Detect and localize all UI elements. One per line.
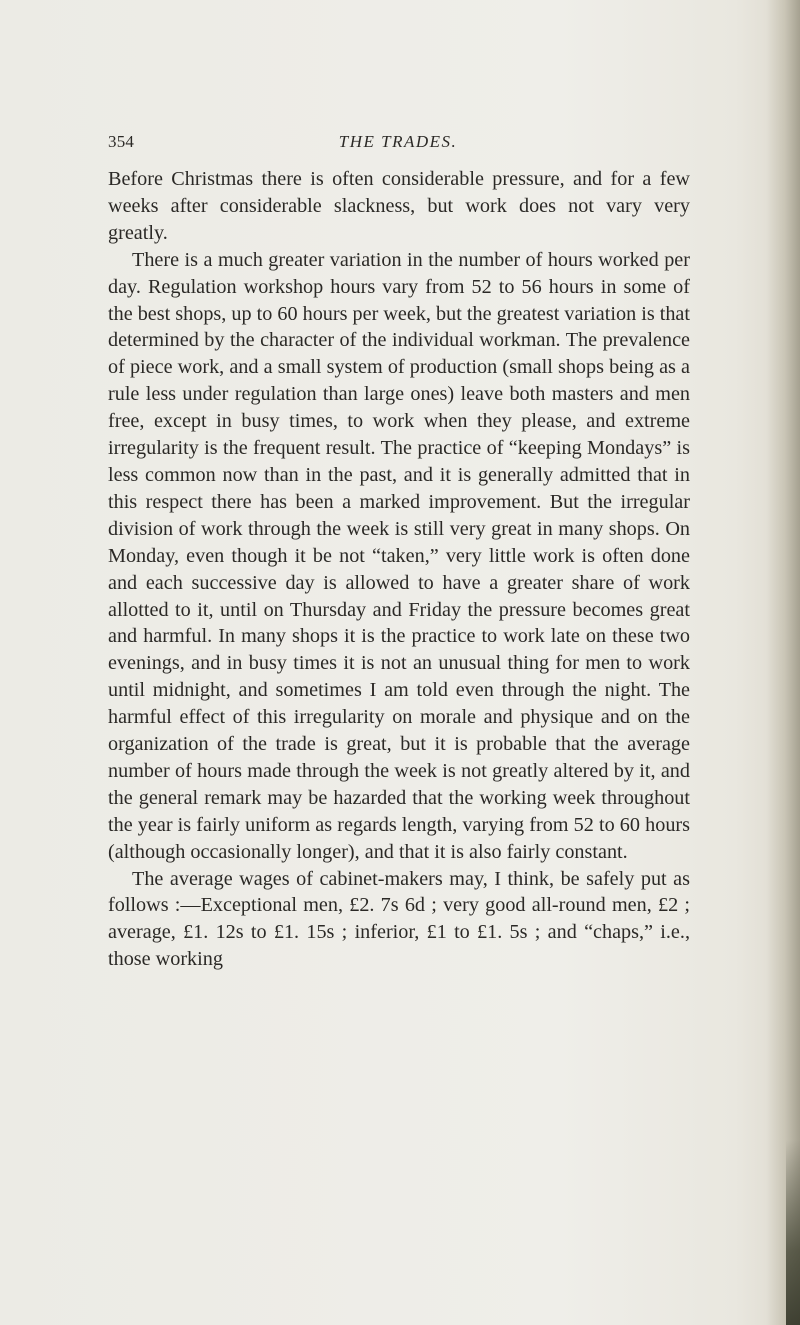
page-edge-dark [786, 1140, 800, 1325]
page-edge-shadow [766, 0, 800, 1325]
running-header [108, 132, 688, 158]
paragraph-1: Before Christmas there is often considerable pressure, and for a few weeks after considerable slackness, but work does not vary very greatly. [108, 168, 690, 244]
paragraph-3: The average wages of cabinet-makers may, I think, be safely put as follows :—Exceptional men, £2. 7s 6d ; very good all-round men, £2 ; average, £1. 12s to £1. 15s ; inferior, £1 to £1. 5s ; and “chaps,” i.e., those working [108, 867, 690, 971]
running-title: THE TRADES. [338, 132, 458, 151]
page-number: 354 [108, 132, 135, 151]
paragraph-2: There is a much greater variation in the number of hours worked per day. Regulation workshop hours vary from 52 to 56 hours in some of the best shops, up to 60 hours per week, but the greatest variation is that determined by the character of the individual workman. The prevalence of piece work, and a small system of production (small shops being as a rule less under regulation than large ones) leave both masters and men free, except in busy times, to work when they please, and extreme irregularity is the frequent result. The practice of “keeping Mondays” is less common now than in the past, and it is generally admitted that in this respect there has been a marked improvement. But the irregular division of work through the week is still very great in many shops. On Monday, even though it be not “taken,” very little work is often done and each successive day is allowed to have a greater share of work allotted to it, until on Thursday and Friday the pressure becomes great and harmful. In many shops it is the practice to work late on these two evenings, and in busy times it is not an unusual thing for men to work until midnight, and sometimes I am told even through the night. The harmful effect of this irregularity on morale and physique and on the organization of the trade is great, but it is probable that the average number of hours made through the week is not greatly altered by it, and the general remark may be hazarded that the working week throughout the year is fairly uniform as regards length, varying from 52 to 60 hours (although occasionally longer), and that it is also fairly constant. [108, 248, 690, 863]
body-text [108, 166, 690, 973]
